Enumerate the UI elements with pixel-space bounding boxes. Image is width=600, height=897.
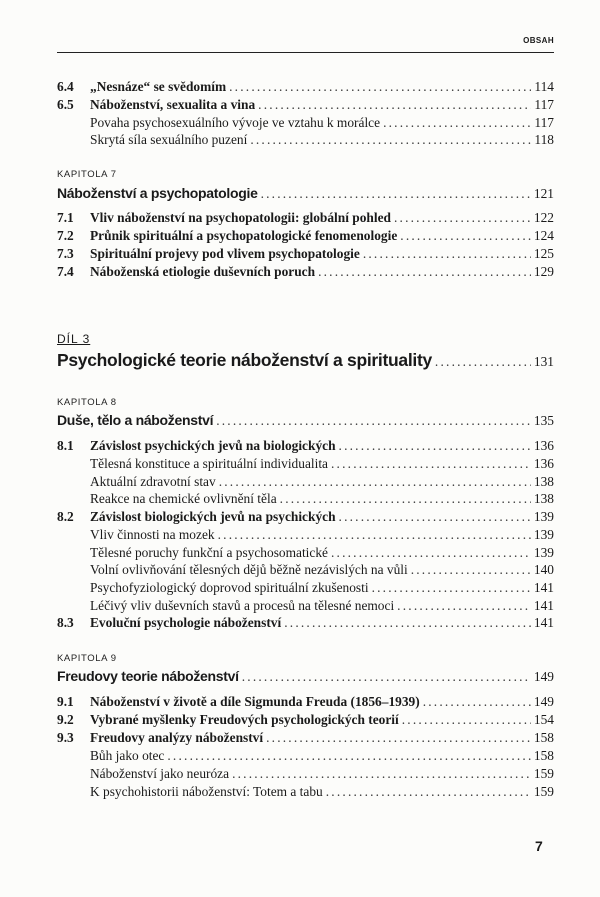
toc-entry[interactable] <box>57 730 554 749</box>
entry-page: 141 <box>533 580 554 595</box>
dot-leader <box>339 438 531 454</box>
entry-title: K psychohistorii náboženství: Totem a tabu <box>90 784 323 799</box>
part-page: 131 <box>533 354 554 369</box>
entry-title: Vybrané myšlenky Freudových psychologických teorií <box>90 712 399 727</box>
dot-leader <box>219 474 531 490</box>
dot-leader <box>331 456 531 472</box>
toc-subentry[interactable] <box>90 562 554 581</box>
toc-entry[interactable] <box>57 694 554 713</box>
entry-number: 6.4 <box>57 79 74 94</box>
entry-page: 158 <box>533 730 554 745</box>
entry-number: 7.2 <box>57 228 74 243</box>
chapter-title: Duše, tělo a náboženství <box>57 412 214 428</box>
entry-title: Evoluční psychologie náboženství <box>90 615 282 630</box>
dot-leader <box>339 509 531 525</box>
entry-page: 159 <box>533 766 554 781</box>
entry-title: Tělesná konstituce a spirituální individualita <box>90 456 328 471</box>
entry-page: 117 <box>534 115 554 130</box>
toc-subentry[interactable] <box>90 580 554 599</box>
entry-number: 8.2 <box>57 509 74 524</box>
entry-page: 118 <box>534 132 554 147</box>
dot-leader <box>402 712 531 728</box>
entry-title: Náboženství, sexualita a vina <box>90 97 256 112</box>
chapter-page: 149 <box>533 669 554 684</box>
dot-leader <box>261 186 531 202</box>
toc-entry[interactable] <box>57 438 554 457</box>
entry-title: Skrytá síla sexuálního puzení <box>90 132 248 147</box>
entry-number: 8.1 <box>57 438 74 453</box>
entry-page: 124 <box>533 228 554 243</box>
dot-leader <box>326 784 531 800</box>
toc-subentry[interactable] <box>90 527 554 546</box>
toc-entry[interactable] <box>57 79 554 98</box>
entry-title: Vliv činnosti na mozek <box>90 527 215 542</box>
entry-page: 138 <box>533 491 554 506</box>
dot-leader <box>435 354 531 370</box>
entry-title: Bůh jako otec <box>90 748 165 763</box>
entry-page: 139 <box>533 509 554 524</box>
entry-page: 149 <box>533 694 554 709</box>
entry-number: 9.2 <box>57 712 74 727</box>
header-rule <box>57 52 554 53</box>
entry-number: 8.3 <box>57 615 74 630</box>
entry-title: Psychofyziologický doprovod spirituální zkušenosti <box>90 580 369 595</box>
dot-leader <box>167 748 531 764</box>
dot-leader <box>229 79 531 95</box>
entry-page: 158 <box>533 748 554 763</box>
chapter-page: 135 <box>533 413 554 428</box>
toc-subentry[interactable] <box>90 766 554 785</box>
toc-subentry[interactable] <box>90 491 554 510</box>
entry-page: 138 <box>533 474 554 489</box>
entry-title: Léčivý vliv duševních stavů a procesů na tělesné nemoci <box>90 598 395 613</box>
dot-leader <box>284 615 531 631</box>
dot-leader <box>258 97 531 113</box>
entry-title: Aktuální zdravotní stav <box>90 474 216 489</box>
chapter-label: KAPITOLA 9 <box>57 653 117 664</box>
toc-entry[interactable] <box>57 712 554 731</box>
dot-leader <box>383 115 531 131</box>
part-title: Psychologické teorie náboženství a spirituality <box>57 350 432 370</box>
entry-number: 7.1 <box>57 210 74 225</box>
dot-leader <box>363 246 531 262</box>
dot-leader <box>394 210 531 226</box>
dot-leader <box>318 264 531 280</box>
entry-title: Náboženství v životě a díle Sigmunda Freuda (1856–1939) <box>90 694 420 709</box>
dot-leader <box>397 598 531 614</box>
entry-number: 6.5 <box>57 97 74 112</box>
chapter-heading[interactable] <box>57 412 554 431</box>
dot-leader <box>372 580 531 596</box>
entry-title: Vliv náboženství na psychopatologii: globální pohled <box>90 210 391 225</box>
entry-number: 9.1 <box>57 694 74 709</box>
dot-leader <box>218 527 531 543</box>
entry-title: „Nesnáze“ se svědomím <box>90 79 227 94</box>
dot-leader <box>423 694 531 710</box>
entry-page: 129 <box>533 264 554 279</box>
entry-page: 159 <box>533 784 554 799</box>
dot-leader <box>411 562 531 578</box>
entry-title: Volní ovlivňování tělesných dějů běžně nezávislých na vůli <box>90 562 408 577</box>
running-head: OBSAH <box>523 36 554 45</box>
entry-title: Závislost biologických jevů na psychických <box>90 509 336 524</box>
dot-leader <box>266 730 531 746</box>
toc-entry[interactable] <box>57 264 554 283</box>
chapter-heading[interactable] <box>57 668 554 687</box>
entry-page: 136 <box>533 456 554 471</box>
part-label: DÍL 3 <box>57 332 91 346</box>
dot-leader <box>331 545 531 561</box>
toc-entry[interactable] <box>57 210 554 229</box>
toc-subentry[interactable] <box>90 132 554 151</box>
entry-page: 141 <box>533 615 554 630</box>
entry-number: 7.4 <box>57 264 74 279</box>
entry-page: 141 <box>533 598 554 613</box>
part-heading[interactable] <box>57 350 554 374</box>
entry-page: 154 <box>533 712 554 727</box>
dot-leader <box>232 766 531 782</box>
toc-entry[interactable] <box>57 615 554 634</box>
chapter-label: KAPITOLA 7 <box>57 169 117 180</box>
dot-leader <box>216 413 531 429</box>
entry-page: 117 <box>534 97 554 112</box>
chapter-page: 121 <box>533 186 554 201</box>
entry-page: 136 <box>533 438 554 453</box>
toc-subentry[interactable] <box>90 784 554 803</box>
entry-page: 114 <box>534 79 554 94</box>
entry-title: Povaha psychosexuálního vývoje ve vztahu k morálce <box>90 115 381 130</box>
entry-title: Reakce na chemické ovlivnění těla <box>90 491 277 506</box>
entry-page: 139 <box>533 545 554 560</box>
entry-title: Náboženská etiologie duševních poruch <box>90 264 316 279</box>
entry-title: Tělesné poruchy funkční a psychosomatické <box>90 545 328 560</box>
entry-page: 139 <box>533 527 554 542</box>
dot-leader <box>250 132 531 148</box>
chapter-label: KAPITOLA 8 <box>57 397 117 408</box>
entry-number: 9.3 <box>57 730 74 745</box>
toc-subentry[interactable] <box>90 748 554 767</box>
entry-page: 140 <box>533 562 554 577</box>
toc-entry[interactable] <box>57 509 554 528</box>
chapter-heading[interactable] <box>57 185 554 204</box>
dot-leader <box>280 491 531 507</box>
entry-title: Náboženství jako neuróza <box>90 766 230 781</box>
page-number: 7 <box>535 838 543 854</box>
entry-title: Freudovy analýzy náboženství <box>90 730 264 745</box>
dot-leader <box>242 669 531 685</box>
chapter-title: Náboženství a psychopatologie <box>57 185 258 201</box>
entry-title: Průnik spirituální a psychopatologické fenomenologie <box>90 228 398 243</box>
toc-entry[interactable] <box>57 246 554 265</box>
entry-number: 7.3 <box>57 246 74 261</box>
entry-title: Spirituální projevy pod vlivem psychopatologie <box>90 246 360 261</box>
toc-entry[interactable] <box>57 228 554 247</box>
toc-subentry[interactable] <box>90 456 554 475</box>
entry-page: 125 <box>533 246 554 261</box>
entry-page: 122 <box>533 210 554 225</box>
entry-title: Závislost psychických jevů na biologických <box>90 438 336 453</box>
dot-leader <box>400 228 531 244</box>
chapter-title: Freudovy teorie náboženství <box>57 668 239 684</box>
toc-entry[interactable] <box>57 97 554 116</box>
